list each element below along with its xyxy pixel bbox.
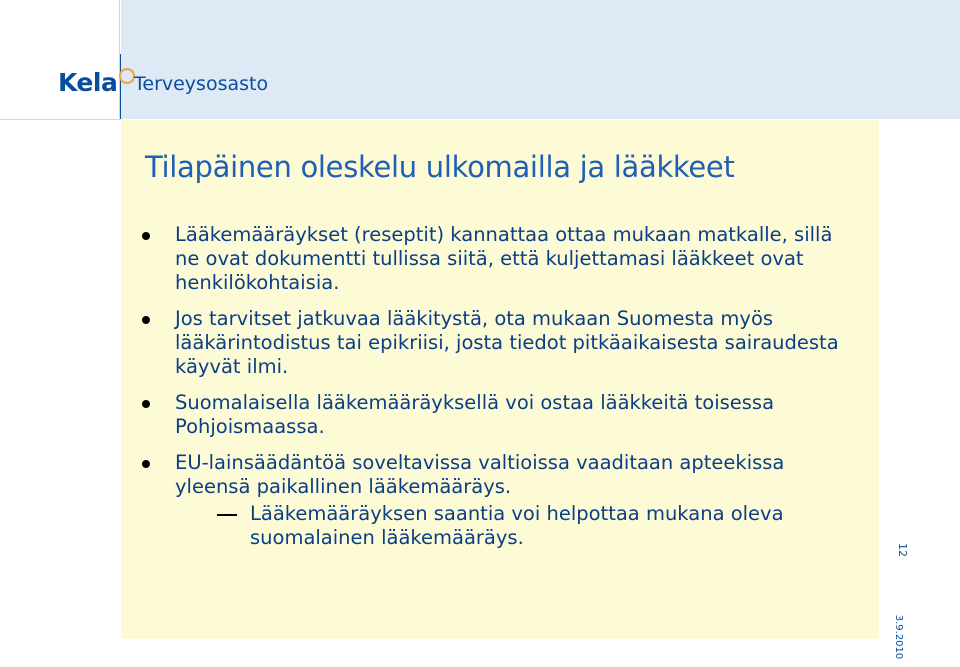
sub-bullet-text: Lääkemääräyksen saantia voi helpottaa mukana oleva suomalainen lääkemääräys. bbox=[250, 502, 784, 549]
bullet-dot-icon bbox=[142, 400, 150, 408]
bullet-text: EU-lainsäädäntöä soveltavissa valtioissa vaaditaan apteekissa yleensä paikallinen lääkemääräys. bbox=[175, 451, 785, 498]
bullet-list bbox=[142, 223, 862, 562]
sub-bullet-item bbox=[217, 502, 862, 550]
bullet-text: Jos tarvitset jatkuvaa lääkitystä, ota mukaan Suomesta myös lääkärintodistus tai epikriisi, josta tiedot pitkäaikaisesta sairaudesta käyvät ilmi. bbox=[175, 307, 839, 378]
department-name: Terveysosasto bbox=[134, 73, 269, 95]
slide-title: Tilapäinen oleskelu ulkomailla ja lääkkeet bbox=[145, 150, 735, 184]
bullet-item bbox=[142, 391, 862, 439]
bullet-text: Suomalaisella lääkemääräyksellä voi ostaa lääkkeitä toisessa Pohjoismaassa. bbox=[175, 391, 775, 438]
bullet-item bbox=[142, 307, 862, 379]
bullet-item bbox=[142, 223, 862, 295]
bullet-item bbox=[142, 451, 862, 550]
kela-logo bbox=[58, 68, 135, 102]
page-number: 12 bbox=[896, 543, 909, 557]
dash-icon bbox=[217, 514, 237, 516]
bullet-text: Lääkemääräykset (reseptit) kannattaa ottaa mukaan matkalle, sillä ne ovat dokumentti tullissa siitä, että kuljettamasi lääkkeet ovat henkilökohtaisia. bbox=[175, 223, 833, 294]
header-band bbox=[121, 0, 960, 119]
logo-box bbox=[0, 0, 120, 120]
bullet-dot-icon bbox=[142, 232, 150, 240]
bullet-dot-icon bbox=[142, 316, 150, 324]
logo-mark-icon bbox=[119, 68, 135, 84]
logo-text: Kela bbox=[58, 68, 118, 97]
bullet-dot-icon bbox=[142, 460, 150, 468]
slide-date: 3.9.2010 bbox=[893, 614, 904, 660]
